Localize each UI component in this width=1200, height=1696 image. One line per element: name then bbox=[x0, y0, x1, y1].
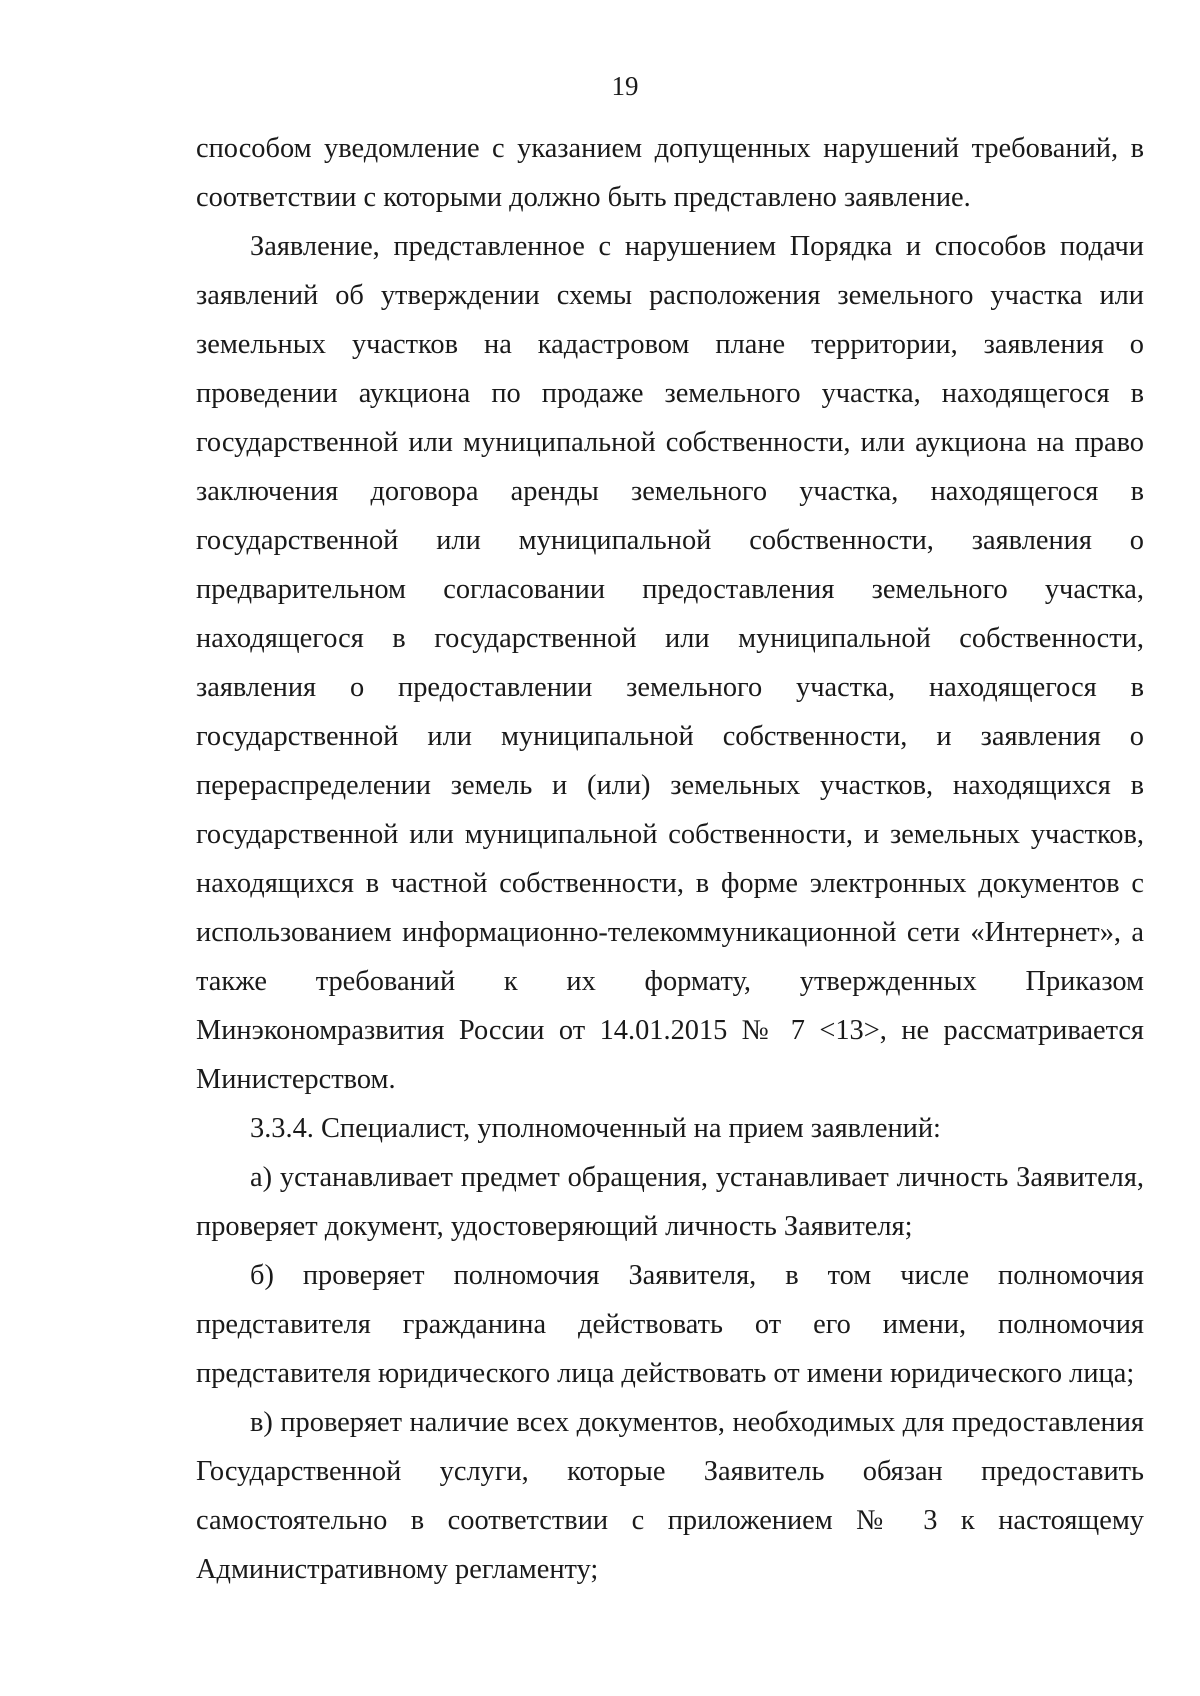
paragraph-application-rejection: Заявление, представленное с нарушением Порядка и способов подачи заявлений об утверждении схемы расположения земельного участка или земельных участков на кадастровом плане территории, заявления о проведении аукциона по продаже земельного участка, находящегося в государственной или муниципальной собственности, или аукциона на право заключения договора аренды земельного участка, находящегося в государственной или муниципальной собственности, заявления о предварительном согласовании предоставления земельного участка, находящегося в государственной или муниципальной собственности, заявления о предоставлении земельного участка, находящегося в государственной или муниципальной собственности, и заявления о перераспределении земель и (или) земельных участков, находящихся в государственной или муниципальной собственности, и земельных участков, находящихся в частной собственности, в форме электронных документов с использованием информационно-телекоммуникационной сети «Интернет», а также требований к их формату, утвержденных Приказом Минэкономразвития России от 14.01.2015 № 7 <13>, не рассматривается Министерством. bbox=[196, 231, 1144, 1095]
paragraph-item-a: а) устанавливает предмет обращения, устанавливает личность Заявителя, проверяет документ, удостоверяющий личность Заявителя; bbox=[196, 1162, 1144, 1242]
page-number: 19 bbox=[611, 71, 639, 101]
paragraph-item-b: б) проверяет полномочия Заявителя, в том числе полномочия представителя гражданина действовать от его имени, полномочия представителя юридического лица действовать от имени юридического лица; bbox=[196, 1260, 1144, 1389]
paragraph-section-3-3-4: 3.3.4. Специалист, уполномоченный на прием заявлений: bbox=[250, 1113, 941, 1144]
paragraph-continuation: способом уведомление с указанием допущенных нарушений требований, в соответствии с которыми должно быть представлено заявление. bbox=[196, 133, 1144, 213]
document-body bbox=[196, 124, 1144, 1594]
paragraph-item-v: в) проверяет наличие всех документов, необходимых для предоставления Государственной услуги, которые Заявитель обязан предоставить самостоятельно в соответствии с приложением № 3 к настоящему Административному регламенту; bbox=[196, 1407, 1144, 1585]
